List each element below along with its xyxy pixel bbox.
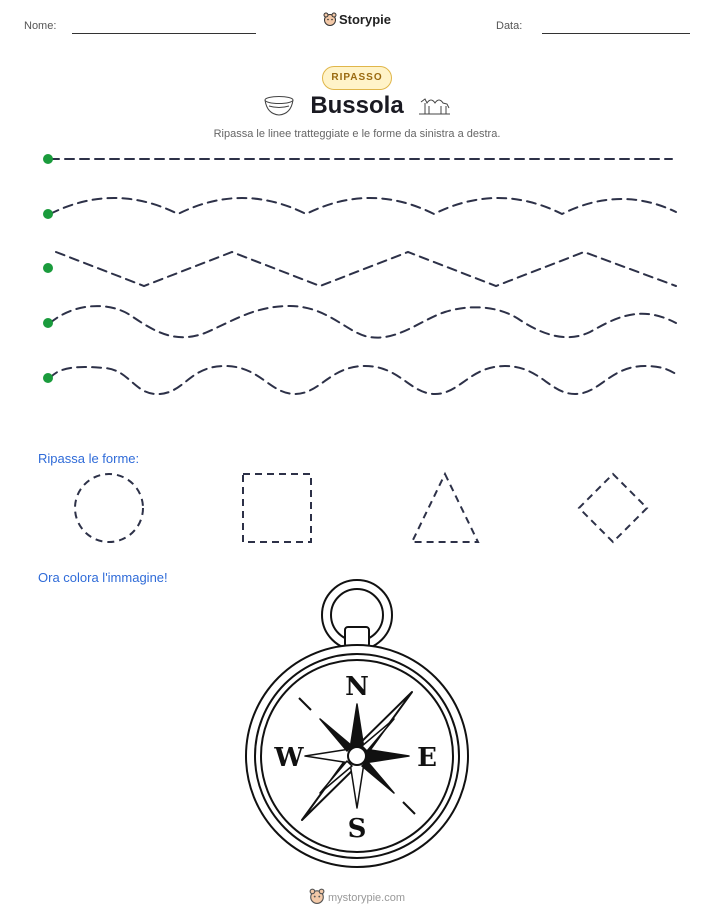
- name-label: Nome:: [24, 20, 57, 32]
- compass-north-letter: N: [345, 672, 369, 702]
- title-text: Bussola: [310, 92, 404, 119]
- compass-west-letter: W: [274, 743, 304, 773]
- footer-url[interactable]: mystorypie.com: [327, 892, 406, 904]
- compass-center: [348, 747, 366, 765]
- date-label: Data:: [496, 20, 523, 32]
- shapes-heading: Ripassa le forme:: [38, 451, 140, 466]
- compass-south-letter: S: [347, 814, 367, 844]
- footer-logo-icon: [309, 888, 325, 902]
- footer: [0, 888, 714, 904]
- compass-east-letter: E: [417, 743, 437, 773]
- review-badge: RIPASSO: [322, 66, 392, 90]
- brand-name: Storypie: [338, 12, 391, 27]
- coloring-heading: Ora colora l'immagine!: [38, 570, 168, 585]
- instructions: Ripassa le linee tratteggiate e le forme da sinistra a destra.: [213, 128, 501, 140]
